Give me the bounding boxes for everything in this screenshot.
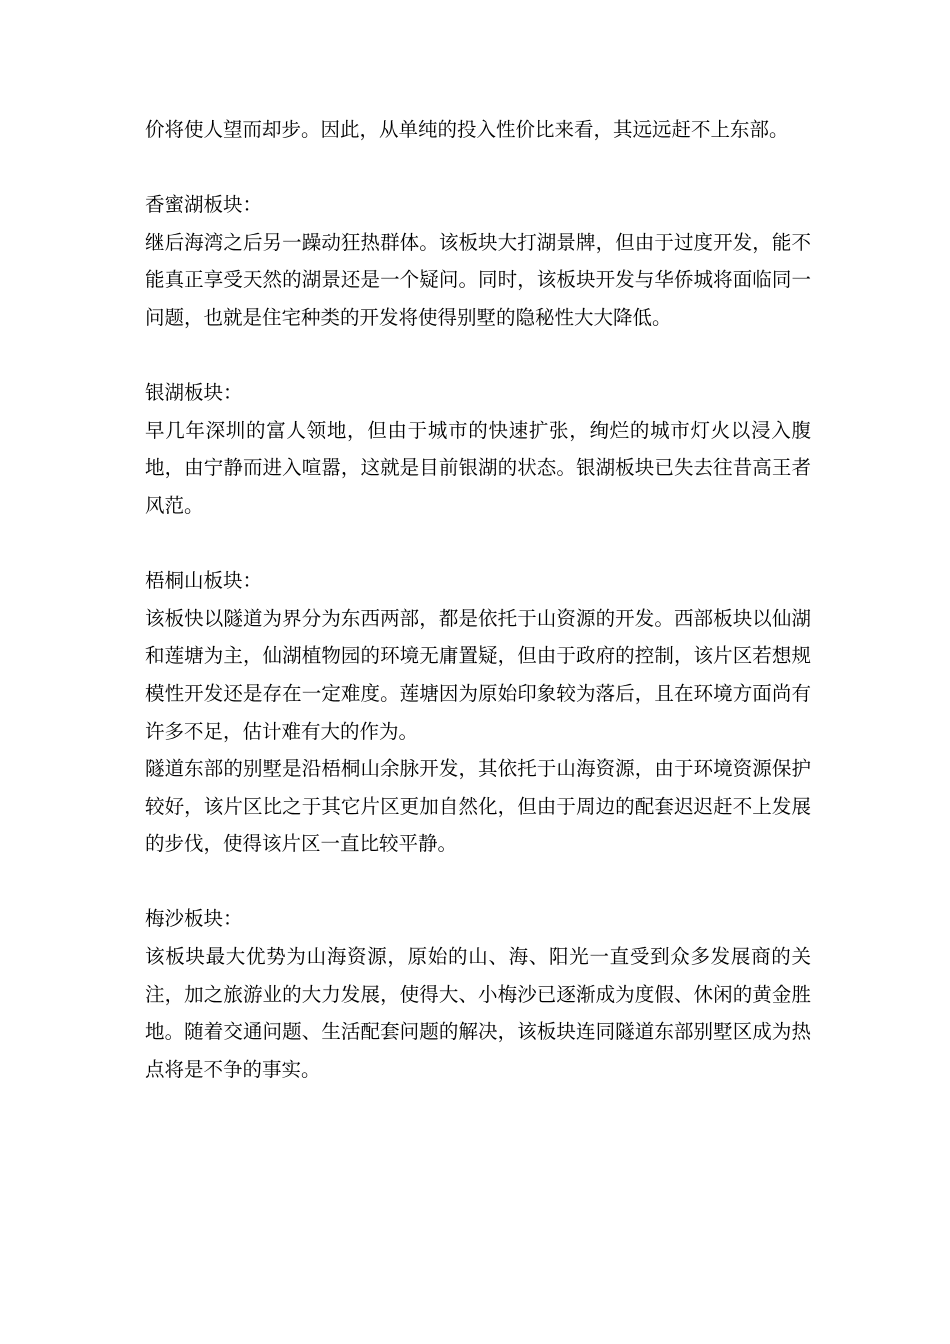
section-paragraph: 继后海湾之后另一躁动狂热群体。该板块大打湖景牌，但由于过度开发，能不能真正享受天然的湖景还是一个疑问。同时，该板块开发与华侨城将面临同一问题，也就是住宅种类的开发将使得别墅的隐秘性大大降低。 (145, 230, 811, 329)
section-yinhu (145, 374, 811, 524)
section-paragraph: 早几年深圳的富人领地，但由于城市的快速扩张，绚烂的城市灯火以浸入腹地，由宁静而进入喧嚣，这就是目前银湖的状态。银湖板块已失去往昔高王者风范。 (145, 418, 811, 517)
section-spacer (145, 337, 811, 375)
document-page (145, 111, 811, 1088)
section-paragraph: 隧道东部的别墅是沿梧桐山余脉开发，其依托于山海资源，由于环境资源保护较好，该片区比之于其它片区更加自然化，但由于周边的配套迟迟赶不上发展的步伐，使得该片区一直比较平静。 (145, 757, 811, 856)
section-spacer (145, 863, 811, 901)
section-xiangmihu (145, 186, 811, 336)
section-heading: 香蜜湖板块： (145, 193, 263, 217)
section-meisha (145, 900, 811, 1088)
section-heading: 银湖板块： (145, 381, 243, 405)
section-paragraph: 该板块最大优势为山海资源，原始的山、海、阳光一直受到众多发展商的关注，加之旅游业的大力发展，使得大、小梅沙已逐渐成为度假、休闲的黄金胜地。随着交通问题、生活配套问题的解决，该板块连同隧道东部别墅区成为热点将是不争的事实。 (145, 945, 811, 1081)
section-paragraph: 该板快以隧道为界分为东西两部，都是依托于山资源的开发。西部板块以仙湖和莲塘为主，仙湖植物园的环境无庸置疑，但由于政府的控制，该片区若想规模性开发还是存在一定难度。莲塘因为原始印象较为落后，且在环境方面尚有许多不足，估计难有大的作为。 (145, 606, 811, 743)
section-spacer (145, 525, 811, 563)
opening-paragraph: 价将使人望而却步。因此，从单纯的投入性价比来看，其远远赶不上东部。 (145, 118, 789, 141)
section-heading: 梅沙板块： (145, 907, 243, 931)
section-spacer (145, 149, 811, 187)
section-wutongshan (145, 562, 811, 863)
section-heading: 梧桐山板块： (145, 569, 263, 593)
